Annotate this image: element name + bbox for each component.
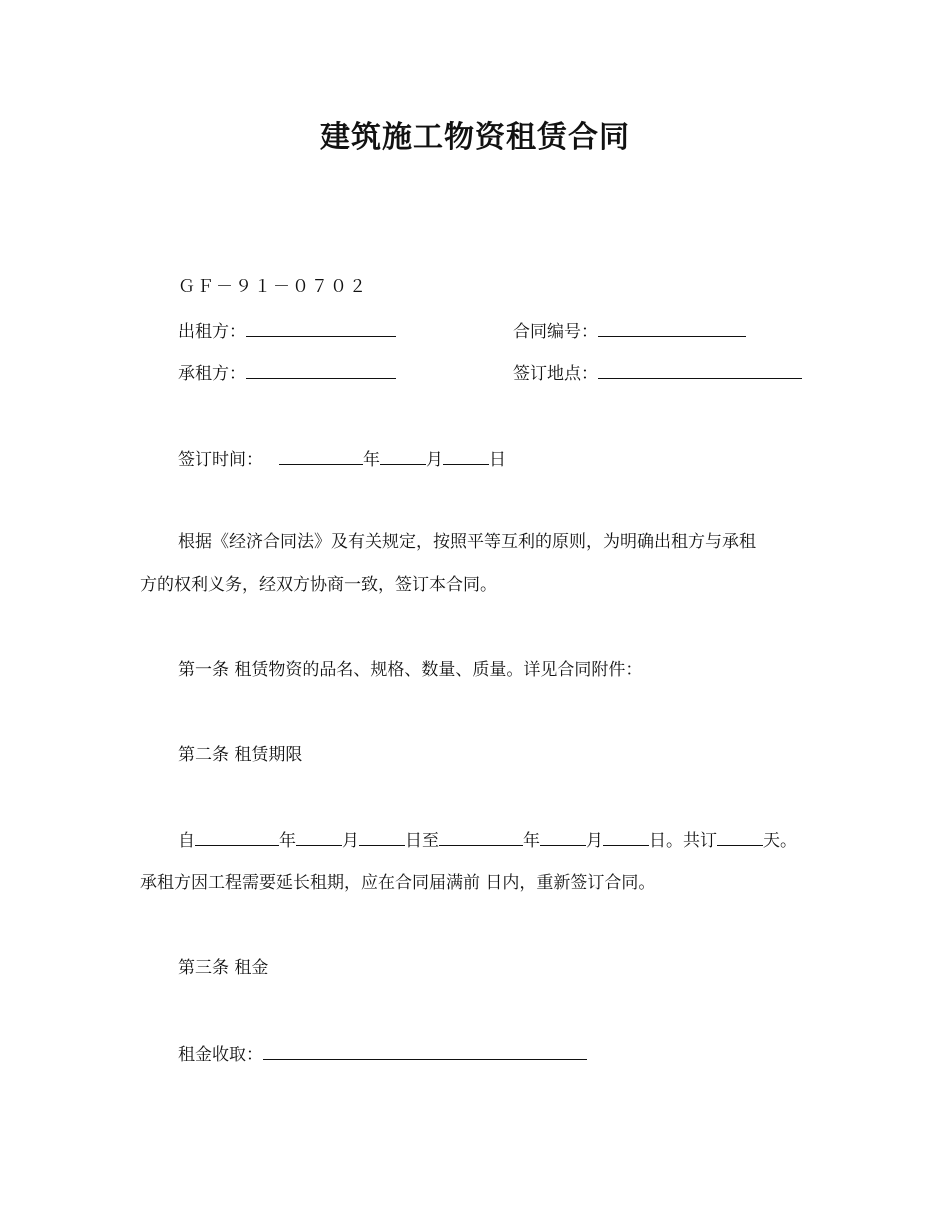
term-to-year-field[interactable] [439, 827, 523, 846]
term-from-month-field[interactable] [296, 827, 342, 846]
intro-paragraph [140, 521, 820, 607]
contract-no-label: 合同编号： [513, 322, 598, 342]
rent-collect-label: 租金收取： [178, 1045, 263, 1065]
sign-place-label: 签订地点： [513, 364, 598, 384]
lessee-label: 承租方： [178, 364, 246, 384]
contract-code: ＧＦ－９１－０７０２ [178, 277, 368, 297]
term-to-year-label: 年 [523, 831, 540, 851]
contract-no-row [513, 318, 746, 344]
lessee-row [178, 360, 396, 386]
term-from-month-label: 月 [342, 831, 359, 851]
term-from-year-label: 年 [279, 831, 296, 851]
year-label: 年 [363, 450, 380, 470]
term-to-label: 日至 [405, 831, 439, 851]
lessor-label: 出租方： [178, 322, 246, 342]
term-from-day-field[interactable] [359, 827, 405, 846]
sign-place-field[interactable] [598, 360, 802, 379]
article-2-heading: 第二条 租赁期限 [178, 745, 303, 765]
contract-no-field[interactable] [598, 318, 746, 337]
renew-text: 承租方因工程需要延长租期，应在合同届满前 日内，重新签订合同。 [140, 873, 656, 893]
term-to-month-field[interactable] [540, 827, 586, 846]
term-from-label: 自 [178, 831, 195, 851]
intro-line-1: 根据《经济合同法》及有关规定，按照平等互利的原则，为明确出租方与承租 [178, 532, 756, 552]
sign-year-field[interactable] [279, 446, 363, 465]
lessor-field[interactable] [246, 318, 396, 337]
rent-collect-row [178, 1041, 587, 1067]
term-days-label: 天。 [763, 831, 797, 851]
term-from-year-field[interactable] [195, 827, 279, 846]
month-label: 月 [426, 450, 443, 470]
sign-month-field[interactable] [380, 446, 426, 465]
article-3-heading: 第三条 租金 [178, 958, 269, 978]
lessor-row [178, 318, 396, 344]
rent-collect-field[interactable] [263, 1041, 587, 1060]
lessee-field[interactable] [246, 360, 396, 379]
sign-time-row [178, 446, 506, 472]
term-to-day-field[interactable] [603, 827, 649, 846]
term-total-label: 日。共订 [649, 831, 717, 851]
term-days-field[interactable] [717, 827, 763, 846]
sign-place-row [513, 360, 802, 386]
contract-title: 建筑施工物资租赁合同 [320, 120, 630, 155]
sign-day-field[interactable] [443, 446, 489, 465]
term-to-month-label: 月 [586, 831, 603, 851]
term-row [178, 827, 797, 853]
article-1: 第一条 租赁物资的品名、规格、数量、质量。详见合同附件： [178, 660, 643, 680]
sign-time-label: 签订时间： [178, 450, 263, 470]
day-label: 日 [489, 450, 506, 470]
intro-line-2: 方的权利义务，经双方协商一致，签订本合同。 [140, 575, 497, 595]
